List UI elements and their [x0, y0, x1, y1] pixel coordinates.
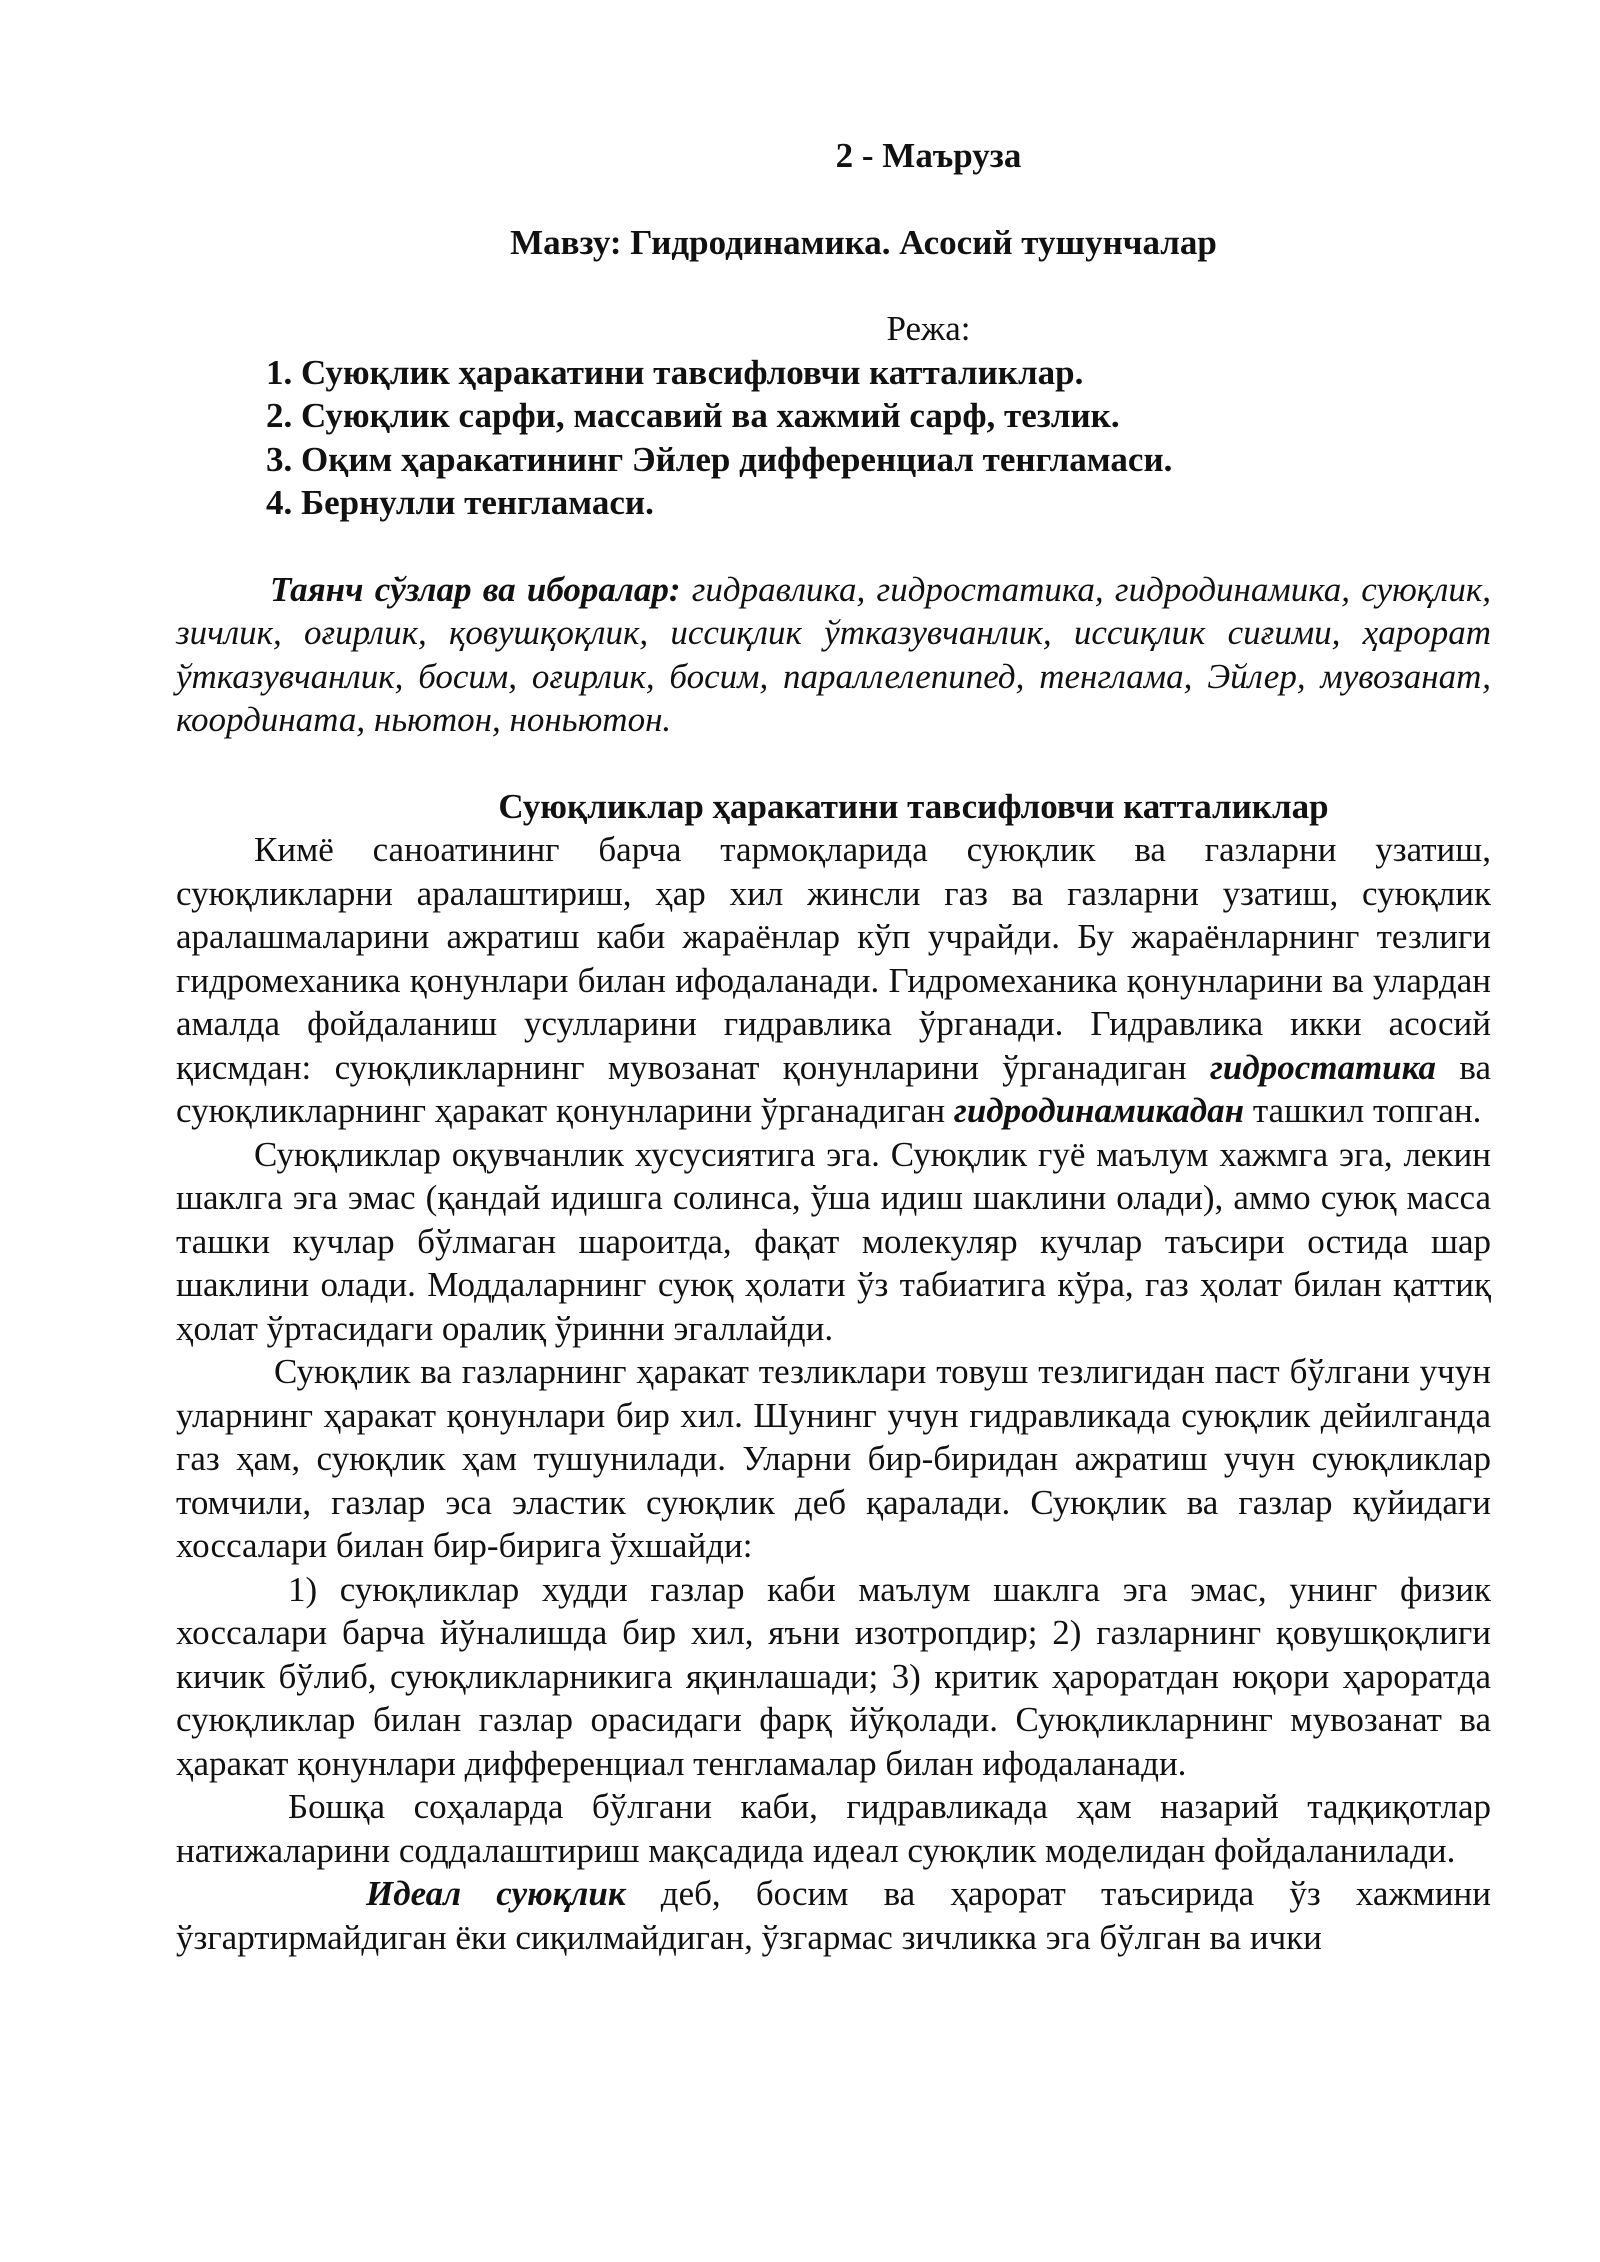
paragraph-1-text: ва суюқликларнинг ҳаракат қонунларини ўрганадиган	[176, 1047, 1491, 1130]
term-ideal-fluid: Идеал суюқлик	[366, 1874, 626, 1913]
paragraph-1	[176, 828, 1491, 1133]
keywords-text: гидравлика, гидростатика, гидродинамика, суюқлик, зичлик, оғирлик, қовушқоқлик, иссиқлик ўтказувчанлик, иссиқлик сиғими, ҳарорат ўтказувчанлик, босим, оғирлик, босим, параллелепипед, тенглама, Эйлер, мувозанат, координата, ньютон, ноньютон.	[176, 569, 1491, 739]
term-hydrodynamics: гидродинамикадан	[953, 1091, 1245, 1130]
keywords-label: Таянч сўзлар ва иборалар:	[270, 569, 681, 609]
term-hydrostatics: гидростатика	[1209, 1047, 1437, 1087]
paragraph-4: 1) суюқликлар худди газлар каби маълум шаклга эга эмас, унинг физик хоссалари барча йўналишда бир хил, яъни изотропдир; 2) газларнинг қовушқоқлиги кичик бўлиб, суюқликларникига яқинлашади; 3) критик ҳароратдан юқори ҳароратда суюқликлар билан газлар орасидаги фарқ йўқолади. Суюқликларнинг мувозанат ва ҳаракат қонунлари дифференциал тенгламалар билан ифодаланади.	[176, 1569, 1491, 1783]
paragraph-6-text: деб, босим ва ҳарорат таъсирида ўз хажмини ўзгартирмайдиган ёки сиқилмайдиган, ўзгармас зичликка эга бўлган ва ички	[176, 1874, 1491, 1957]
lecture-title: 2 - Маъруза	[835, 136, 1022, 175]
plan-item: 2. Суюқлик сарфи, массавий ва хажмий сарф, тезлик.	[266, 396, 1120, 435]
paragraph-3: Суюқлик ва газларнинг ҳаракат тезликлари товуш тезлигидан паст бўлгани учун уларнинг ҳаракат қонунлари бир хил. Шунинг учун гидравликада суюқлик дейилганда газ ҳам, суюқлик ҳам тушунилади. Уларни бир-биридан ажратиш учун суюқликлар томчили, газлар эса эластик суюқлик деб қаралади. Суюқлик ва газлар қуйидаги хоссалари билан бир-бирига ўхшайди:	[176, 1352, 1491, 1565]
paragraph-6	[176, 1872, 1491, 1959]
paragraph-1-text: ташкил топган.	[1244, 1091, 1482, 1130]
topic-title: Мавзу: Гидродинамика. Асосий тушунчалар	[510, 222, 1217, 262]
paragraph-2: Суюқликлар оқувчанлик хусусиятига эга. Суюқлик гуё маълум хажмга эга, лекин шаклга эга эмас (қандай идишга солинса, ўша идиш шаклини олади), аммо суюқ масса ташки кучлар бўлмаган шароитда, фақат молекуляр кучлар таъсири остида шар шаклини олади. Моддаларнинг суюқ ҳолати ўз табиатига кўра, газ ҳолат билан қаттиқ ҳолат ўртасидаги оралиқ ўринни эгаллайди.	[176, 1134, 1491, 1348]
paragraph-1-text: Кимё саноатининг барча тармоқларида суюқлик ва газларни узатиш, суюқликларни аралаштириш, ҳар хил жинсли газ ва газларни узатиш, суюқлик аралашмаларини ажратиш каби жараёнлар кўп учрайди. Бу жараёнларнинг тезлиги гидромеханика қонунлари билан ифодаланади. Гидромеханика қонунларини ва улардан амалда фойдаланиш усулларини гидравлика ўрганади. Гидравлика икки асосий қисмдан: суюқликларнинг мувозанат қонунларини ўрганадиган	[176, 830, 1491, 1087]
section-heading: Суюқликлар ҳаракатини тавсифловчи катталиклар	[498, 786, 1329, 826]
plan-item: 3. Оқим ҳаракатининг Эйлер дифференциал тенгламаси.	[266, 439, 1173, 479]
plan-label: Режа:	[886, 309, 971, 348]
paragraph-5: Бошқа соҳаларда бўлгани каби, гидравликада ҳам назарий тадқиқотлар натижаларини соддалаштириш мақсадида идеал суюқлик моделидан фойдаланилади.	[176, 1787, 1491, 1870]
plan-item: 1. Суюқлик ҳаракатини тавсифловчи катталиклар.	[266, 352, 1084, 392]
keywords-block	[176, 568, 1491, 742]
document-content	[176, 134, 1491, 1959]
plan-item: 4. Бернулли тенгламаси.	[266, 483, 654, 522]
plan-list	[176, 351, 1491, 525]
